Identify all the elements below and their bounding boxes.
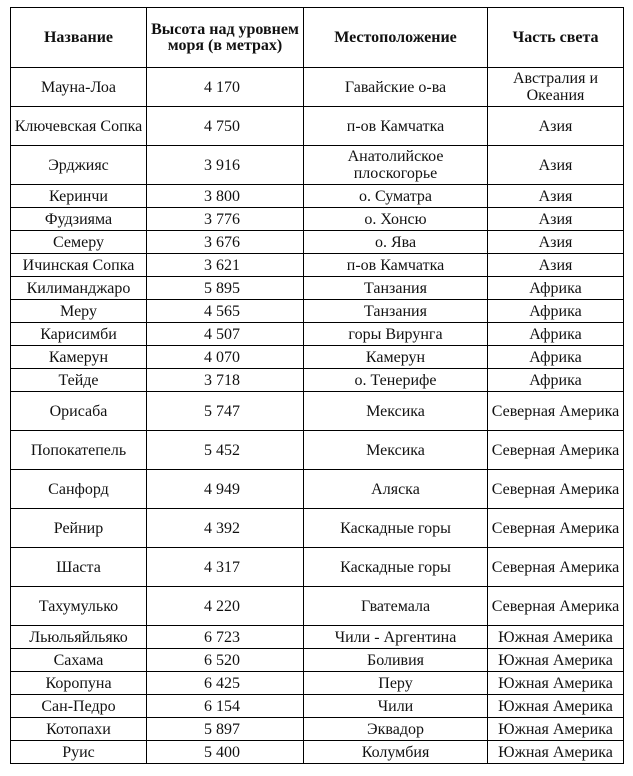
height-cell: 6 154 (147, 695, 304, 718)
location-cell: о. Суматра (304, 185, 488, 208)
height-cell: 6 425 (147, 672, 304, 695)
header-location: Местоположение (304, 8, 488, 68)
table-row (11, 649, 624, 672)
region-cell: Африка (488, 346, 624, 369)
region-cell: Азия (488, 146, 624, 185)
volcano-table (10, 7, 624, 764)
location-cell: Каскадные горы (304, 548, 488, 587)
table-row (11, 741, 624, 764)
table-row (11, 718, 624, 741)
location-cell: Колумбия (304, 741, 488, 764)
header-region: Часть света (488, 8, 624, 68)
height-cell: 4 507 (147, 323, 304, 346)
name-cell: Сан-Педро (11, 695, 147, 718)
height-cell: 3 718 (147, 369, 304, 392)
height-cell: 3 800 (147, 185, 304, 208)
location-cell: Гватемала (304, 587, 488, 626)
table-body (11, 68, 624, 764)
location-cell: Каскадные горы (304, 509, 488, 548)
height-cell: 4 565 (147, 300, 304, 323)
location-cell: Боливия (304, 649, 488, 672)
region-cell: Африка (488, 277, 624, 300)
location-cell: Танзания (304, 300, 488, 323)
name-cell: Руис (11, 741, 147, 764)
name-cell: Льюльяйльяко (11, 626, 147, 649)
region-cell: Азия (488, 231, 624, 254)
region-cell: Южная Америка (488, 718, 624, 741)
region-cell: Австралия и Океания (488, 68, 624, 107)
region-cell: Азия (488, 208, 624, 231)
height-cell: 4 317 (147, 548, 304, 587)
name-cell: Фудзияма (11, 208, 147, 231)
header-name: Название (11, 8, 147, 68)
table-row (11, 369, 624, 392)
name-cell: Санфорд (11, 470, 147, 509)
table-row (11, 672, 624, 695)
table-row (11, 254, 624, 277)
name-cell: Тахумулько (11, 587, 147, 626)
location-cell: Танзания (304, 277, 488, 300)
name-cell: Килиманджаро (11, 277, 147, 300)
name-cell: Попокатепель (11, 431, 147, 470)
height-cell: 4 750 (147, 107, 304, 146)
height-cell: 6 723 (147, 626, 304, 649)
table-row (11, 587, 624, 626)
table-row (11, 185, 624, 208)
table-row (11, 392, 624, 431)
name-cell: Камерун (11, 346, 147, 369)
region-cell: Африка (488, 323, 624, 346)
table-row (11, 300, 624, 323)
name-cell: Ичинская Сопка (11, 254, 147, 277)
table-row (11, 277, 624, 300)
table-row (11, 626, 624, 649)
location-cell: о. Тенерифе (304, 369, 488, 392)
table-row (11, 431, 624, 470)
location-cell: Мексика (304, 392, 488, 431)
name-cell: Шаста (11, 548, 147, 587)
region-cell: Южная Америка (488, 741, 624, 764)
name-cell: Керинчи (11, 185, 147, 208)
location-cell: Эквадор (304, 718, 488, 741)
location-cell: о. Ява (304, 231, 488, 254)
region-cell: Азия (488, 107, 624, 146)
name-cell: Котопахи (11, 718, 147, 741)
location-cell: Камерун (304, 346, 488, 369)
header-row (11, 8, 624, 68)
height-cell: 6 520 (147, 649, 304, 672)
table-row (11, 548, 624, 587)
name-cell: Мауна-Лоа (11, 68, 147, 107)
height-cell: 5 400 (147, 741, 304, 764)
location-cell: Анатолийское плоскогорье (304, 146, 488, 185)
height-cell: 5 747 (147, 392, 304, 431)
table-row (11, 146, 624, 185)
table-row (11, 208, 624, 231)
table-row (11, 470, 624, 509)
name-cell: Меру (11, 300, 147, 323)
height-cell: 3 776 (147, 208, 304, 231)
location-cell: Аляска (304, 470, 488, 509)
region-cell: Африка (488, 369, 624, 392)
location-cell: Перу (304, 672, 488, 695)
height-cell: 4 949 (147, 470, 304, 509)
region-cell: Северная Америка (488, 509, 624, 548)
table-row (11, 231, 624, 254)
table-row (11, 323, 624, 346)
height-cell: 4 170 (147, 68, 304, 107)
region-cell: Южная Америка (488, 672, 624, 695)
region-cell: Северная Америка (488, 548, 624, 587)
height-cell: 4 070 (147, 346, 304, 369)
name-cell: Рейнир (11, 509, 147, 548)
region-cell: Северная Америка (488, 392, 624, 431)
location-cell: п-ов Камчатка (304, 107, 488, 146)
location-cell: п-ов Камчатка (304, 254, 488, 277)
height-cell: 5 452 (147, 431, 304, 470)
table-row (11, 107, 624, 146)
location-cell: Гавайские о-ва (304, 68, 488, 107)
height-cell: 3 621 (147, 254, 304, 277)
location-cell: горы Вирунга (304, 323, 488, 346)
region-cell: Азия (488, 254, 624, 277)
name-cell: Карисимби (11, 323, 147, 346)
height-cell: 3 916 (147, 146, 304, 185)
height-cell: 3 676 (147, 231, 304, 254)
location-cell: Чили (304, 695, 488, 718)
region-cell: Северная Америка (488, 431, 624, 470)
table-row (11, 68, 624, 107)
region-cell: Азия (488, 185, 624, 208)
name-cell: Эрджияс (11, 146, 147, 185)
height-cell: 5 895 (147, 277, 304, 300)
region-cell: Африка (488, 300, 624, 323)
name-cell: Коропуна (11, 672, 147, 695)
name-cell: Семеру (11, 231, 147, 254)
height-cell: 4 220 (147, 587, 304, 626)
name-cell: Сахама (11, 649, 147, 672)
region-cell: Южная Америка (488, 649, 624, 672)
table-row (11, 509, 624, 548)
name-cell: Тейде (11, 369, 147, 392)
region-cell: Северная Америка (488, 587, 624, 626)
location-cell: Чили - Аргентина (304, 626, 488, 649)
name-cell: Орисаба (11, 392, 147, 431)
region-cell: Южная Америка (488, 695, 624, 718)
name-cell: Ключевская Сопка (11, 107, 147, 146)
height-cell: 5 897 (147, 718, 304, 741)
region-cell: Южная Америка (488, 626, 624, 649)
table-row (11, 346, 624, 369)
region-cell: Северная Америка (488, 470, 624, 509)
location-cell: о. Хонсю (304, 208, 488, 231)
location-cell: Мексика (304, 431, 488, 470)
table-row (11, 695, 624, 718)
header-height: Высота над уровнем моря (в метрах) (147, 8, 304, 68)
height-cell: 4 392 (147, 509, 304, 548)
volcano-table-container (10, 7, 624, 764)
